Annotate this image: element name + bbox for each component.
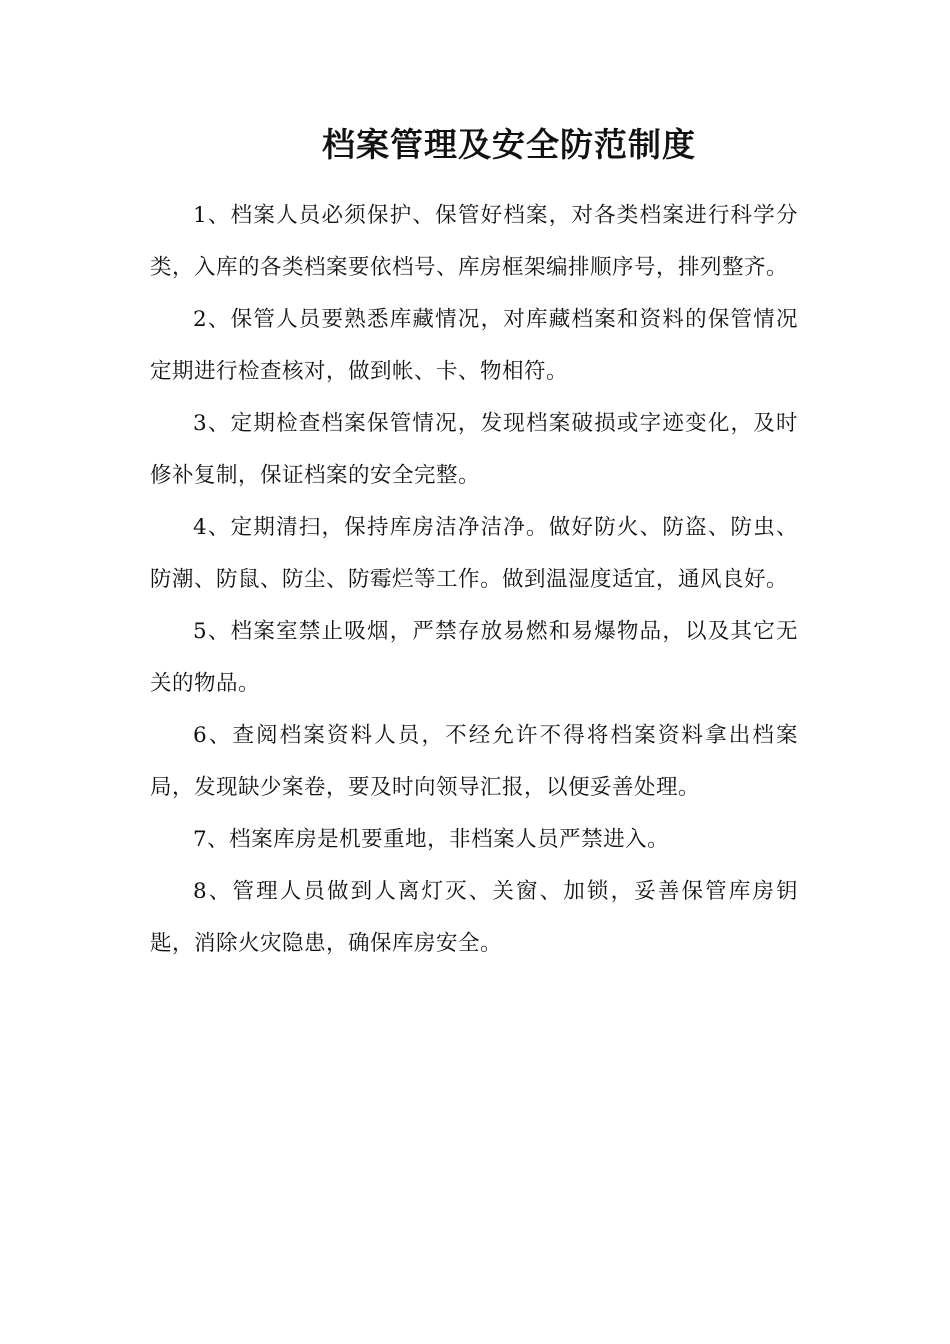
paragraph-2: 2、保管人员要熟悉库藏情况，对库藏档案和资料的保管情况定期进行检查核对，做到帐、卡、物相符。	[150, 307, 798, 384]
paragraph-1: 1、档案人员必须保护、保管好档案，对各类档案进行科学分类，入库的各类档案要依档号、库房框架编排顺序号，排列整齐。	[150, 203, 798, 280]
document-body	[150, 190, 798, 970]
paragraph-7: 7、档案库房是机要重地，非档案人员严禁进入。	[193, 827, 670, 852]
paragraph-8: 8、管理人员做到人离灯灭、关窗、加锁，妥善保管库房钥匙，消除火灾隐患，确保库房安全。	[150, 879, 798, 956]
paragraph-4: 4、定期清扫，保持库房洁净洁净。做好防火、防盗、防虫、防潮、防鼠、防尘、防霉烂等工作。做到温湿度适宜，通风良好。	[150, 515, 798, 592]
paragraph-5: 5、档案室禁止吸烟，严禁存放易燃和易爆物品，以及其它无关的物品。	[150, 619, 798, 696]
paragraph-3: 3、定期检查档案保管情况，发现档案破损或字迹变化，及时修补复制，保证档案的安全完整。	[150, 411, 798, 488]
document-title: 档案管理及安全防范制度	[322, 125, 696, 164]
paragraph-6: 6、查阅档案资料人员，不经允许不得将档案资料拿出档案局，发现缺少案卷，要及时向领导汇报，以便妥善处理。	[150, 723, 798, 800]
